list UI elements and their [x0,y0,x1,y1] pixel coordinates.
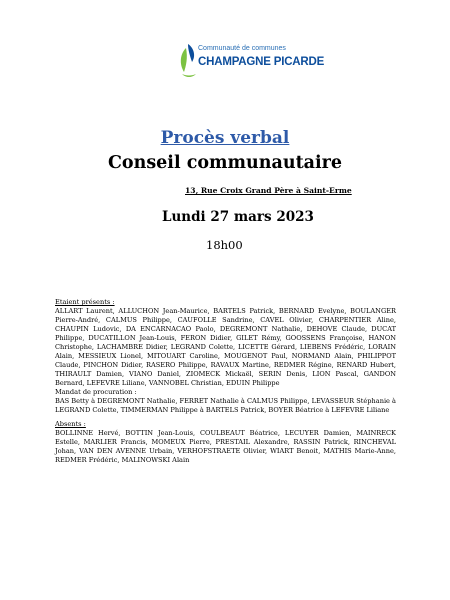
document-type-heading: Procès verbal [160,128,290,148]
logo-name: CHAMPAGNE PICARDE [198,56,325,68]
proxy-list: BAS Betty à DEGREMONT Nathalie, FERRET Nathalie à CALMUS Philippe, LEVASSEUR Stéphanie à LEGRAND Colette, TIMMERMAN Philippe à BARTELS Patrick, BOYER Béatrice à LEFEVRE Liliane [55,397,396,414]
meeting-address: 13, Rue Croix Grand Père à Saint-Erme [185,186,352,195]
attendance-section [55,298,396,415]
organization-logo [176,38,325,82]
logo-subtitle: Communauté de communes [198,45,286,52]
present-label: Etaient présents : [55,298,115,306]
meeting-time: 18h00 [206,238,243,252]
meeting-date: Lundi 27 mars 2023 [162,209,314,225]
present-list: ALLART Laurent, ALLUCHON Jean-Maurice, BARTELS Patrick, BERNARD Evelyne, BOULANGER Pierre-André, CALMUS Philippe, CAUFOLLE Sandrine, CAVEL Olivier, CHARPENTIER Aline, CHAUPIN Ludovic, DA ENCARNACAO Paolo, DEGREMONT Nathalie, DEHOVE Claude, DUCAT Philippe, DUCATILLON Jean-Louis, FERON Didier, GILET Rémy, GOOSSENS Françoise, HANON Christophe, LACHAMBRE Didier, LEGRAND Colette, LICETTE Gérard, LIEBENS Frédéric, LORAIN Alain, MESSIEUX Lionel, MITOUART Caroline, MOUGENOT Paul, NORMAND Alain, PHILIPPOT Claude, PINCHON Didier, RASERO Philippe, RAVAUX Martine, REDMER Régine, RENARD Hubert, THIRAULT Damien, VIANO Daniel, ZIOMECK Mickaël, SERIN Denis, LION Pascal, GANDON Bernard, LEFEVRE Liliane, VANNOBEL Christian, EDUIN Philippe [55,307,396,387]
absent-list: BOLLINNE Hervé, BOTTIN Jean-Louis, COULBEAUT Béatrice, LECUYER Damien, MAINRECK Estelle, MARLIER Francis, MOMEUX Pierre, PRESTAIL Alexandre, RASSIN Patrick, RINCHEVAL Johan, VAN DEN AVENNE Urbain, VERHOFSTRAETE Olivier, WIART Benoit, MATHIS Marie-Anne, REDMER Frédéric, MALINOWSKI Alain [55,429,396,464]
document-title: Conseil communautaire [108,153,342,173]
absence-section [55,420,396,465]
proxy-label: Mandat de procuration : [55,388,137,396]
absent-label: Absents : [55,420,86,428]
